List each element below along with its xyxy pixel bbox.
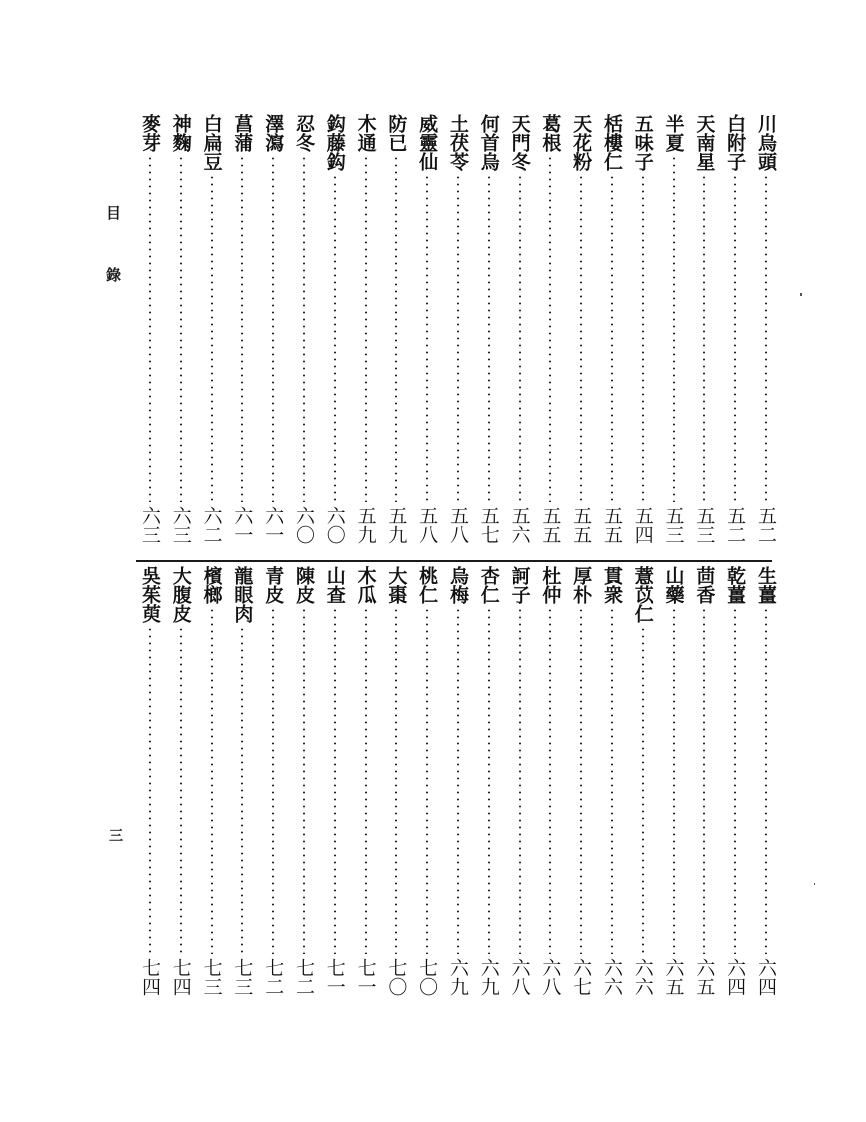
- toc-entry[interactable]: [354, 566, 378, 1006]
- entry-name: 貫衆: [600, 566, 623, 604]
- toc-entry[interactable]: [384, 566, 408, 1006]
- entry-page-number: 五九: [385, 506, 408, 544]
- toc-entry[interactable]: [415, 566, 439, 1006]
- dot-leader: [519, 174, 521, 502]
- toc-entry[interactable]: [631, 114, 655, 554]
- entry-page-number: 七二: [292, 958, 315, 996]
- entry-name: 茴香: [693, 566, 716, 604]
- toc-entry[interactable]: [446, 566, 470, 1006]
- scan-speck: [800, 293, 802, 296]
- entry-page-number: 六四: [724, 958, 747, 996]
- entry-name: 龍眼肉: [231, 566, 254, 623]
- toc-entry[interactable]: [538, 114, 562, 554]
- dot-leader: [488, 607, 490, 954]
- entry-page-number: 五三: [693, 506, 716, 544]
- dot-leader: [580, 607, 582, 954]
- entry-name: 土茯苓: [446, 114, 469, 171]
- dot-leader: [303, 155, 305, 502]
- toc-entry[interactable]: [662, 114, 686, 554]
- entry-name: 大棗: [385, 566, 408, 604]
- dot-leader: [549, 607, 551, 954]
- toc-entry[interactable]: [384, 114, 408, 554]
- entry-name: 菖蒲: [231, 114, 254, 152]
- page-number: 三: [107, 828, 123, 842]
- entry-name: 葛根: [539, 114, 562, 152]
- entry-page-number: 七三: [231, 958, 254, 996]
- entry-page-number: 六六: [600, 958, 623, 996]
- entry-page-number: 六八: [508, 958, 531, 996]
- dot-leader: [365, 155, 367, 502]
- entry-name: 陳皮: [292, 566, 315, 604]
- entry-page-number: 五五: [600, 506, 623, 544]
- toc-entry[interactable]: [354, 114, 378, 554]
- entry-page-number: 六八: [539, 958, 562, 996]
- toc-entry[interactable]: [723, 566, 747, 1006]
- toc-entry[interactable]: [692, 566, 716, 1006]
- entry-name: 天門冬: [508, 114, 531, 171]
- entry-name: 鈎藤鈎: [323, 114, 346, 171]
- entry-name: 乾薑: [724, 566, 747, 604]
- toc-entry[interactable]: [230, 114, 254, 554]
- toc-entry[interactable]: [538, 566, 562, 1006]
- entry-page-number: 六五: [662, 958, 685, 996]
- dot-leader: [703, 174, 705, 502]
- entry-name: 生薑: [754, 566, 777, 604]
- entry-page-number: 七三: [200, 958, 223, 996]
- dot-leader: [180, 155, 182, 502]
- dot-leader: [241, 155, 243, 502]
- dot-leader: [334, 174, 336, 502]
- entry-page-number: 五二: [724, 506, 747, 544]
- dot-leader: [611, 607, 613, 954]
- toc-entry[interactable]: [169, 566, 193, 1006]
- dot-leader: [395, 155, 397, 502]
- toc-entry[interactable]: [138, 566, 162, 1006]
- entry-name: 木瓜: [354, 566, 377, 604]
- toc-entry[interactable]: [723, 114, 747, 554]
- entry-name: 川烏頭: [754, 114, 777, 171]
- toc-entry[interactable]: [323, 114, 347, 554]
- toc-entry[interactable]: [631, 566, 655, 1006]
- entry-name: 山藥: [662, 566, 685, 604]
- entry-name: 白扁豆: [200, 114, 223, 171]
- toc-entry[interactable]: [200, 566, 224, 1006]
- dot-leader: [303, 607, 305, 954]
- entry-name: 厚朴: [570, 566, 593, 604]
- entry-page-number: 七四: [169, 958, 192, 996]
- dot-leader: [149, 626, 151, 954]
- entry-name: 栝樓仁: [600, 114, 623, 171]
- entry-page-number: 六四: [754, 958, 777, 996]
- entry-page-number: 五五: [570, 506, 593, 544]
- entry-page-number: 七四: [139, 958, 161, 996]
- entry-name: 五味子: [631, 114, 654, 171]
- toc-entry[interactable]: [292, 566, 316, 1006]
- entry-name: 神麴: [169, 114, 192, 152]
- toc-entry[interactable]: [200, 114, 224, 554]
- entry-name: 薏苡仁: [631, 566, 654, 623]
- entry-page-number: 六七: [570, 958, 593, 996]
- toc-entry[interactable]: [415, 114, 439, 554]
- toc-entry[interactable]: [477, 566, 501, 1006]
- dot-leader: [673, 155, 675, 502]
- dot-leader: [519, 607, 521, 954]
- entry-page-number: 七一: [354, 958, 377, 996]
- entry-page-number: 五六: [508, 506, 531, 544]
- toc-entry[interactable]: [600, 114, 624, 554]
- entry-name: 吳茱萸: [139, 566, 161, 623]
- dot-leader: [211, 174, 213, 502]
- margin-title-char-1: 目: [106, 204, 122, 222]
- entry-page-number: 六三: [169, 506, 192, 544]
- dot-leader: [149, 155, 151, 502]
- entry-page-number: 五二: [754, 506, 777, 544]
- dot-leader: [426, 607, 428, 954]
- entry-page-number: 六〇: [323, 506, 346, 544]
- dot-leader: [703, 607, 705, 954]
- entry-page-number: 六〇: [292, 506, 315, 544]
- entry-page-number: 七一: [323, 958, 346, 996]
- dot-leader: [673, 607, 675, 954]
- entry-name: 大腹皮: [169, 566, 192, 623]
- dot-leader: [734, 607, 736, 954]
- dot-leader: [580, 174, 582, 502]
- dot-leader: [272, 607, 274, 954]
- entry-name: 天南星: [693, 114, 716, 171]
- toc-entry[interactable]: [261, 566, 285, 1006]
- section-divider: [136, 560, 772, 562]
- dot-leader: [395, 607, 397, 954]
- entry-name: 威靈仙: [416, 114, 439, 171]
- entry-page-number: 七〇: [385, 958, 408, 996]
- dot-leader: [334, 607, 336, 954]
- entry-page-number: 六二: [200, 506, 223, 544]
- entry-name: 忍冬: [292, 114, 315, 152]
- dot-leader: [642, 626, 644, 954]
- entry-page-number: 五三: [662, 506, 685, 544]
- toc-entry[interactable]: [662, 566, 686, 1006]
- entry-name: 澤瀉: [262, 114, 285, 152]
- entry-name: 杏仁: [477, 566, 500, 604]
- dot-leader: [765, 174, 767, 502]
- entry-name: 桃仁: [416, 566, 439, 604]
- toc-entry[interactable]: [169, 114, 193, 554]
- entry-page-number: 五八: [416, 506, 439, 544]
- toc-entry[interactable]: [292, 114, 316, 554]
- toc-entry[interactable]: [508, 566, 532, 1006]
- dot-leader: [642, 174, 644, 502]
- scan-speck: [814, 883, 815, 885]
- dot-leader: [272, 155, 274, 502]
- entry-page-number: 六九: [446, 958, 469, 996]
- toc-section-top: [138, 114, 778, 554]
- dot-leader: [611, 174, 613, 502]
- dot-leader: [457, 174, 459, 502]
- dot-leader: [241, 626, 243, 954]
- toc-entry[interactable]: [477, 114, 501, 554]
- dot-leader: [426, 174, 428, 502]
- entry-name: 烏梅: [446, 566, 469, 604]
- entry-name: 木通: [354, 114, 377, 152]
- entry-name: 青皮: [262, 566, 285, 604]
- toc-entry[interactable]: [754, 566, 778, 1006]
- entry-page-number: 五九: [354, 506, 377, 544]
- toc-entry[interactable]: [446, 114, 470, 554]
- entry-page-number: 五四: [631, 506, 654, 544]
- toc-entry[interactable]: [754, 114, 778, 554]
- entry-page-number: 六九: [477, 958, 500, 996]
- toc-entry[interactable]: [323, 566, 347, 1006]
- toc-entry[interactable]: [569, 566, 593, 1006]
- entry-page-number: 六一: [231, 506, 254, 544]
- dot-leader: [180, 626, 182, 954]
- toc-entry[interactable]: [569, 114, 593, 554]
- dot-leader: [211, 607, 213, 954]
- entry-page-number: 六六: [631, 958, 654, 996]
- toc-entry[interactable]: [600, 566, 624, 1006]
- entry-name: 訶子: [508, 566, 531, 604]
- toc-entry[interactable]: [230, 566, 254, 1006]
- entry-page-number: 五八: [446, 506, 469, 544]
- entry-page-number: 六一: [262, 506, 285, 544]
- toc-entry[interactable]: [692, 114, 716, 554]
- entry-page-number: 六三: [139, 506, 161, 544]
- entry-name: 檳榔: [200, 566, 223, 604]
- toc-entry[interactable]: [508, 114, 532, 554]
- entry-name: 麥芽: [139, 114, 161, 152]
- entry-page-number: 五七: [477, 506, 500, 544]
- entry-name: 防已: [385, 114, 408, 152]
- dot-leader: [549, 155, 551, 502]
- entry-name: 白附子: [724, 114, 747, 171]
- dot-leader: [734, 174, 736, 502]
- entry-page-number: 五五: [539, 506, 562, 544]
- dot-leader: [365, 607, 367, 954]
- toc-entry[interactable]: [138, 114, 162, 554]
- dot-leader: [457, 607, 459, 954]
- toc-entry[interactable]: [261, 114, 285, 554]
- dot-leader: [765, 607, 767, 954]
- entry-name: 何首烏: [477, 114, 500, 171]
- dot-leader: [488, 174, 490, 502]
- entry-name: 杜仲: [539, 566, 562, 604]
- toc-section-bottom: [138, 566, 778, 1006]
- entry-page-number: 七〇: [416, 958, 439, 996]
- margin-title-char-2: 錄: [106, 266, 122, 284]
- entry-name: 半夏: [662, 114, 685, 152]
- entry-name: 山查: [323, 566, 346, 604]
- entry-page-number: 七二: [262, 958, 285, 996]
- entry-page-number: 六五: [693, 958, 716, 996]
- entry-name: 天花粉: [570, 114, 593, 171]
